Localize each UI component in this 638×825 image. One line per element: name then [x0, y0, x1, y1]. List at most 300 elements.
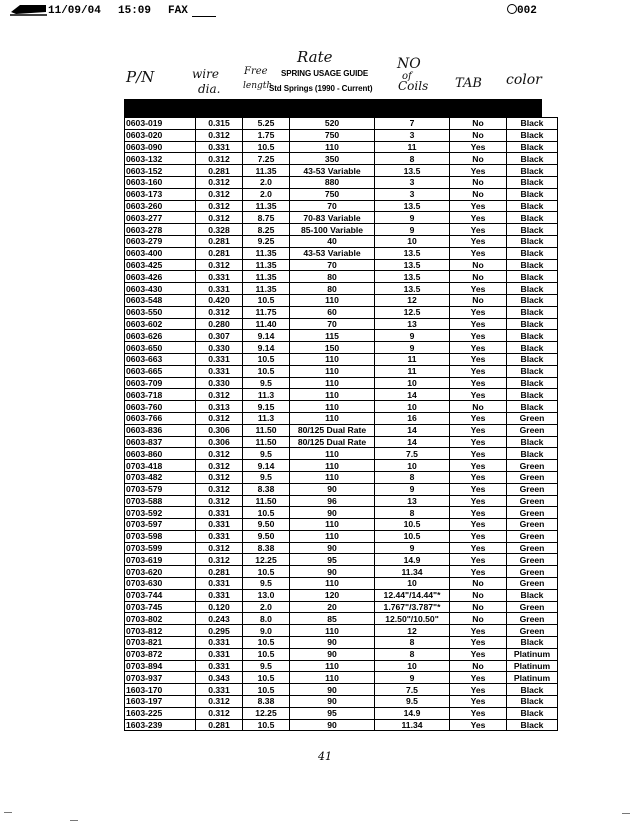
coils-cell: 8 [375, 153, 450, 165]
wire-diameter-cell: 0.331 [196, 578, 243, 590]
color-cell: Black [507, 401, 558, 413]
wire-diameter-cell: 0.312 [196, 707, 243, 719]
part-number-cell: 0603-173 [125, 188, 196, 200]
color-cell: Black [507, 200, 558, 212]
coils-cell: 9 [375, 212, 450, 224]
wire-diameter-cell: 0.330 [196, 342, 243, 354]
part-number-cell: 0703-599 [125, 542, 196, 554]
free-length-cell: 8.38 [243, 483, 290, 495]
table-row [125, 318, 558, 330]
rate-cell: 20 [290, 601, 375, 613]
coils-cell: 8 [375, 637, 450, 649]
part-number-cell: 1603-225 [125, 707, 196, 719]
rate-cell: 95 [290, 554, 375, 566]
rate-cell: 110 [290, 294, 375, 306]
free-length-cell: 11.35 [243, 247, 290, 259]
wire-diameter-cell: 0.280 [196, 318, 243, 330]
coils-cell: 10 [375, 660, 450, 672]
wire-diameter-cell: 0.331 [196, 637, 243, 649]
fax-page-number: 002 [517, 5, 537, 17]
table-row [125, 495, 558, 507]
color-cell: Black [507, 259, 558, 271]
tab-cell: Yes [450, 283, 507, 295]
tab-cell: No [450, 589, 507, 601]
table-row [125, 153, 558, 165]
rate-cell: 80 [290, 271, 375, 283]
part-number-cell: 0703-598 [125, 530, 196, 542]
coils-cell: 14 [375, 389, 450, 401]
rate-cell: 110 [290, 519, 375, 531]
rate-cell: 880 [290, 176, 375, 188]
part-number-cell: 0703-482 [125, 471, 196, 483]
table-row [125, 519, 558, 531]
free-length-cell: 13.0 [243, 589, 290, 601]
part-number-cell: 0603-430 [125, 283, 196, 295]
color-cell: Platinum [507, 660, 558, 672]
fax-header-bar [10, 2, 48, 16]
part-number-cell: 0703-630 [125, 578, 196, 590]
tab-cell: Yes [450, 637, 507, 649]
tab-cell: Yes [450, 318, 507, 330]
wire-diameter-cell: 0.331 [196, 684, 243, 696]
title-std-springs: Std Springs (1990 - Current) [269, 84, 373, 93]
handwritten-coils: Coils [398, 79, 429, 93]
table-row [125, 283, 558, 295]
handwritten-of: of [402, 71, 412, 82]
color-cell: Black [507, 436, 558, 448]
color-cell: Green [507, 495, 558, 507]
wire-diameter-cell: 0.306 [196, 436, 243, 448]
table-row [125, 188, 558, 200]
part-number-cell: 0603-132 [125, 153, 196, 165]
tab-cell: Yes [450, 247, 507, 259]
free-length-cell: 9.5 [243, 448, 290, 460]
color-cell: Black [507, 283, 558, 295]
wire-diameter-cell: 0.331 [196, 365, 243, 377]
coils-cell: 10 [375, 578, 450, 590]
wire-diameter-cell: 0.312 [196, 460, 243, 472]
part-number-cell: 0603-760 [125, 401, 196, 413]
part-number-cell: 0603-260 [125, 200, 196, 212]
wire-diameter-cell: 0.313 [196, 401, 243, 413]
part-number-cell: 1603-239 [125, 719, 196, 731]
tab-cell: No [450, 401, 507, 413]
rate-cell: 750 [290, 129, 375, 141]
wire-diameter-cell: 0.312 [196, 188, 243, 200]
table-row [125, 660, 558, 672]
part-number-cell: 0603-426 [125, 271, 196, 283]
coils-cell: 13.5 [375, 259, 450, 271]
free-length-cell: 2.0 [243, 176, 290, 188]
table-row [125, 530, 558, 542]
coils-cell: 12.5 [375, 306, 450, 318]
coils-cell: 14 [375, 424, 450, 436]
coils-cell: 11.34 [375, 566, 450, 578]
rate-cell: 80 [290, 283, 375, 295]
tab-cell: Yes [450, 165, 507, 177]
coils-cell: 9 [375, 330, 450, 342]
free-length-cell: 10.5 [243, 353, 290, 365]
rate-cell: 43-53 Variable [290, 247, 375, 259]
wire-diameter-cell: 0.331 [196, 507, 243, 519]
wire-diameter-cell: 0.281 [196, 165, 243, 177]
table-row [125, 294, 558, 306]
color-cell: Black [507, 188, 558, 200]
color-cell: Black [507, 353, 558, 365]
color-cell: Green [507, 542, 558, 554]
color-cell: Green [507, 578, 558, 590]
rate-cell: 110 [290, 389, 375, 401]
tab-cell: Yes [450, 696, 507, 708]
wire-diameter-cell: 0.331 [196, 141, 243, 153]
wire-diameter-cell: 0.312 [196, 306, 243, 318]
coils-cell: 13.5 [375, 283, 450, 295]
tab-cell: Yes [450, 507, 507, 519]
wire-diameter-cell: 0.312 [196, 259, 243, 271]
part-number-cell: 0703-937 [125, 672, 196, 684]
part-number-cell: 0603-278 [125, 224, 196, 236]
color-cell: Black [507, 224, 558, 236]
color-cell: Green [507, 471, 558, 483]
color-cell: Green [507, 625, 558, 637]
part-number-cell: 0703-579 [125, 483, 196, 495]
free-length-cell: 8.75 [243, 212, 290, 224]
tab-cell: Yes [450, 141, 507, 153]
color-cell: Black [507, 294, 558, 306]
rate-cell: 85-100 Variable [290, 224, 375, 236]
part-number-cell: 0703-597 [125, 519, 196, 531]
rate-cell: 40 [290, 235, 375, 247]
wire-diameter-cell: 0.312 [196, 176, 243, 188]
part-number-cell: 1603-170 [125, 684, 196, 696]
tab-cell: No [450, 613, 507, 625]
free-length-cell: 9.14 [243, 460, 290, 472]
wire-diameter-cell: 0.331 [196, 353, 243, 365]
tab-cell: No [450, 578, 507, 590]
color-cell: Black [507, 707, 558, 719]
rate-cell: 110 [290, 141, 375, 153]
wire-diameter-cell: 0.312 [196, 129, 243, 141]
coils-cell: 9 [375, 483, 450, 495]
color-cell: Black [507, 247, 558, 259]
part-number-cell: 1603-197 [125, 696, 196, 708]
table-row [125, 589, 558, 601]
color-cell: Black [507, 377, 558, 389]
part-number-cell: 0603-548 [125, 294, 196, 306]
coils-cell: 9.5 [375, 696, 450, 708]
wire-diameter-cell: 0.331 [196, 589, 243, 601]
part-number-cell: 0603-626 [125, 330, 196, 342]
color-cell: Black [507, 141, 558, 153]
rate-cell: 70 [290, 318, 375, 330]
tab-cell: No [450, 294, 507, 306]
tab-cell: Yes [450, 460, 507, 472]
rate-cell: 110 [290, 530, 375, 542]
part-number-cell: 0603-279 [125, 235, 196, 247]
coils-cell: 7.5 [375, 448, 450, 460]
tab-cell: No [450, 129, 507, 141]
tab-cell: Yes [450, 519, 507, 531]
coils-cell: 8 [375, 507, 450, 519]
table-row [125, 625, 558, 637]
free-length-cell: 9.15 [243, 401, 290, 413]
tab-cell: Yes [450, 212, 507, 224]
coils-cell: 13 [375, 495, 450, 507]
rate-cell: 90 [290, 483, 375, 495]
tab-cell: Yes [450, 648, 507, 660]
coils-cell: 11 [375, 141, 450, 153]
rate-cell: 95 [290, 707, 375, 719]
part-number-cell: 0603-836 [125, 424, 196, 436]
table-row [125, 613, 558, 625]
free-length-cell: 12.25 [243, 554, 290, 566]
part-number-cell: 0703-821 [125, 637, 196, 649]
edge-mark-right [622, 813, 630, 814]
tab-cell: Yes [450, 530, 507, 542]
part-number-cell: 0703-418 [125, 460, 196, 472]
free-length-cell: 9.50 [243, 530, 290, 542]
table-row [125, 460, 558, 472]
coils-cell: 10.5 [375, 519, 450, 531]
table-row [125, 637, 558, 649]
color-cell: Green [507, 412, 558, 424]
wire-diameter-cell: 0.312 [196, 448, 243, 460]
part-number-cell: 0603-602 [125, 318, 196, 330]
color-cell: Green [507, 507, 558, 519]
coils-cell: 9 [375, 342, 450, 354]
table-row [125, 672, 558, 684]
table-row [125, 648, 558, 660]
coils-cell: 16 [375, 412, 450, 424]
table-row [125, 412, 558, 424]
wire-diameter-cell: 0.420 [196, 294, 243, 306]
table-row [125, 542, 558, 554]
rate-cell: 110 [290, 460, 375, 472]
table-row [125, 448, 558, 460]
free-length-cell: 9.14 [243, 342, 290, 354]
rate-cell: 70 [290, 259, 375, 271]
color-cell: Black [507, 637, 558, 649]
tab-cell: Yes [450, 436, 507, 448]
rate-cell: 110 [290, 401, 375, 413]
handwritten-no: NO [397, 56, 421, 72]
free-length-cell: 8.38 [243, 542, 290, 554]
tab-cell: Yes [450, 224, 507, 236]
free-length-cell: 10.5 [243, 566, 290, 578]
rate-cell: 750 [290, 188, 375, 200]
color-cell: Black [507, 165, 558, 177]
free-length-cell: 8.0 [243, 613, 290, 625]
wire-diameter-cell: 0.120 [196, 601, 243, 613]
color-cell: Green [507, 424, 558, 436]
table-row [125, 129, 558, 141]
rate-cell: 90 [290, 507, 375, 519]
table-row [125, 377, 558, 389]
table-row [125, 436, 558, 448]
free-length-cell: 8.25 [243, 224, 290, 236]
wire-diameter-cell: 0.281 [196, 247, 243, 259]
coils-cell: 7.5 [375, 684, 450, 696]
part-number-cell: 0603-277 [125, 212, 196, 224]
color-cell: Black [507, 212, 558, 224]
color-cell: Black [507, 389, 558, 401]
coils-cell: 8 [375, 471, 450, 483]
handwritten-dia: dia. [198, 82, 221, 96]
rate-cell: 85 [290, 613, 375, 625]
spring-table-body [125, 118, 558, 731]
handwritten-length: length [243, 81, 273, 91]
page-number: 41 [318, 750, 332, 763]
free-length-cell: 10.5 [243, 365, 290, 377]
rate-cell: 150 [290, 342, 375, 354]
coils-cell: 11 [375, 353, 450, 365]
color-cell: Black [507, 153, 558, 165]
free-length-cell: 11.75 [243, 306, 290, 318]
table-row [125, 224, 558, 236]
wire-diameter-cell: 0.343 [196, 672, 243, 684]
free-length-cell: 10.5 [243, 684, 290, 696]
free-length-cell: 9.5 [243, 471, 290, 483]
color-cell: Green [507, 613, 558, 625]
free-length-cell: 11.35 [243, 165, 290, 177]
tab-cell: Yes [450, 235, 507, 247]
color-cell: Black [507, 118, 558, 130]
coils-cell: 3 [375, 129, 450, 141]
coils-cell: 10 [375, 401, 450, 413]
table-row [125, 342, 558, 354]
wire-diameter-cell: 0.312 [196, 212, 243, 224]
coils-cell: 11.34 [375, 719, 450, 731]
tab-cell: Yes [450, 200, 507, 212]
tab-cell: No [450, 271, 507, 283]
fax-page-icon [507, 4, 517, 14]
part-number-cell: 0603-718 [125, 389, 196, 401]
coils-cell: 1.767"/3.787"* [375, 601, 450, 613]
free-length-cell: 2.0 [243, 188, 290, 200]
table-row [125, 165, 558, 177]
rate-cell: 96 [290, 495, 375, 507]
free-length-cell: 10.5 [243, 648, 290, 660]
tab-cell: No [450, 153, 507, 165]
tab-cell: Yes [450, 542, 507, 554]
fax-header [10, 2, 630, 18]
part-number-cell: 0703-619 [125, 554, 196, 566]
color-cell: Green [507, 554, 558, 566]
rate-cell: 110 [290, 625, 375, 637]
wire-diameter-cell: 0.312 [196, 542, 243, 554]
tab-cell: Yes [450, 684, 507, 696]
coils-cell: 9 [375, 542, 450, 554]
table-row [125, 601, 558, 613]
free-length-cell: 9.5 [243, 578, 290, 590]
color-cell: Green [507, 460, 558, 472]
color-cell: Green [507, 483, 558, 495]
tab-cell: Yes [450, 306, 507, 318]
free-length-cell: 7.25 [243, 153, 290, 165]
free-length-cell: 10.5 [243, 141, 290, 153]
color-cell: Black [507, 330, 558, 342]
color-cell: Black [507, 235, 558, 247]
free-length-cell: 12.25 [243, 707, 290, 719]
coils-cell: 3 [375, 176, 450, 188]
rate-cell: 115 [290, 330, 375, 342]
color-cell: Black [507, 448, 558, 460]
rate-cell: 110 [290, 660, 375, 672]
table-row [125, 235, 558, 247]
color-cell: Platinum [507, 648, 558, 660]
rate-cell: 110 [290, 365, 375, 377]
color-cell: Green [507, 566, 558, 578]
tab-cell: Yes [450, 719, 507, 731]
free-length-cell: 11.35 [243, 271, 290, 283]
coils-cell: 12.50"/10.50" [375, 613, 450, 625]
wire-diameter-cell: 0.312 [196, 412, 243, 424]
tab-cell: Yes [450, 389, 507, 401]
color-cell: Green [507, 601, 558, 613]
part-number-cell: 0603-019 [125, 118, 196, 130]
wire-diameter-cell: 0.312 [196, 483, 243, 495]
free-length-cell: 8.38 [243, 696, 290, 708]
part-number-cell: 0603-020 [125, 129, 196, 141]
table-row [125, 389, 558, 401]
rate-cell: 110 [290, 377, 375, 389]
rate-cell: 90 [290, 637, 375, 649]
color-cell: Black [507, 589, 558, 601]
wire-diameter-cell: 0.312 [196, 153, 243, 165]
color-cell: Green [507, 530, 558, 542]
tab-cell: Yes [450, 707, 507, 719]
coils-cell: 10 [375, 460, 450, 472]
part-number-cell: 0603-860 [125, 448, 196, 460]
tab-cell: Yes [450, 412, 507, 424]
free-length-cell: 9.0 [243, 625, 290, 637]
free-length-cell: 11.35 [243, 259, 290, 271]
table-header-bar [124, 99, 542, 117]
color-cell: Black [507, 271, 558, 283]
table-row [125, 719, 558, 731]
table-row [125, 176, 558, 188]
wire-diameter-cell: 0.315 [196, 118, 243, 130]
color-cell: Green [507, 519, 558, 531]
rate-cell: 120 [290, 589, 375, 601]
edge-mark-left [4, 812, 12, 813]
free-length-cell: 11.35 [243, 283, 290, 295]
free-length-cell: 11.3 [243, 412, 290, 424]
table-row [125, 118, 558, 130]
coils-cell: 10 [375, 235, 450, 247]
free-length-cell: 11.35 [243, 200, 290, 212]
table-row [125, 306, 558, 318]
table-row [125, 471, 558, 483]
tab-cell: Yes [450, 483, 507, 495]
tab-cell: No [450, 176, 507, 188]
wire-diameter-cell: 0.312 [196, 495, 243, 507]
handwritten-wire: wire [192, 67, 219, 81]
coils-cell: 10.5 [375, 530, 450, 542]
wire-diameter-cell: 0.312 [196, 471, 243, 483]
wire-diameter-cell: 0.312 [196, 554, 243, 566]
wire-diameter-cell: 0.330 [196, 377, 243, 389]
wire-diameter-cell: 0.281 [196, 719, 243, 731]
spring-usage-table [124, 117, 558, 731]
handwritten-rate: Rate [297, 48, 333, 66]
part-number-cell: 0603-425 [125, 259, 196, 271]
wire-diameter-cell: 0.312 [196, 200, 243, 212]
rate-cell: 350 [290, 153, 375, 165]
part-number-cell: 0603-663 [125, 353, 196, 365]
table-row [125, 200, 558, 212]
table-row [125, 365, 558, 377]
